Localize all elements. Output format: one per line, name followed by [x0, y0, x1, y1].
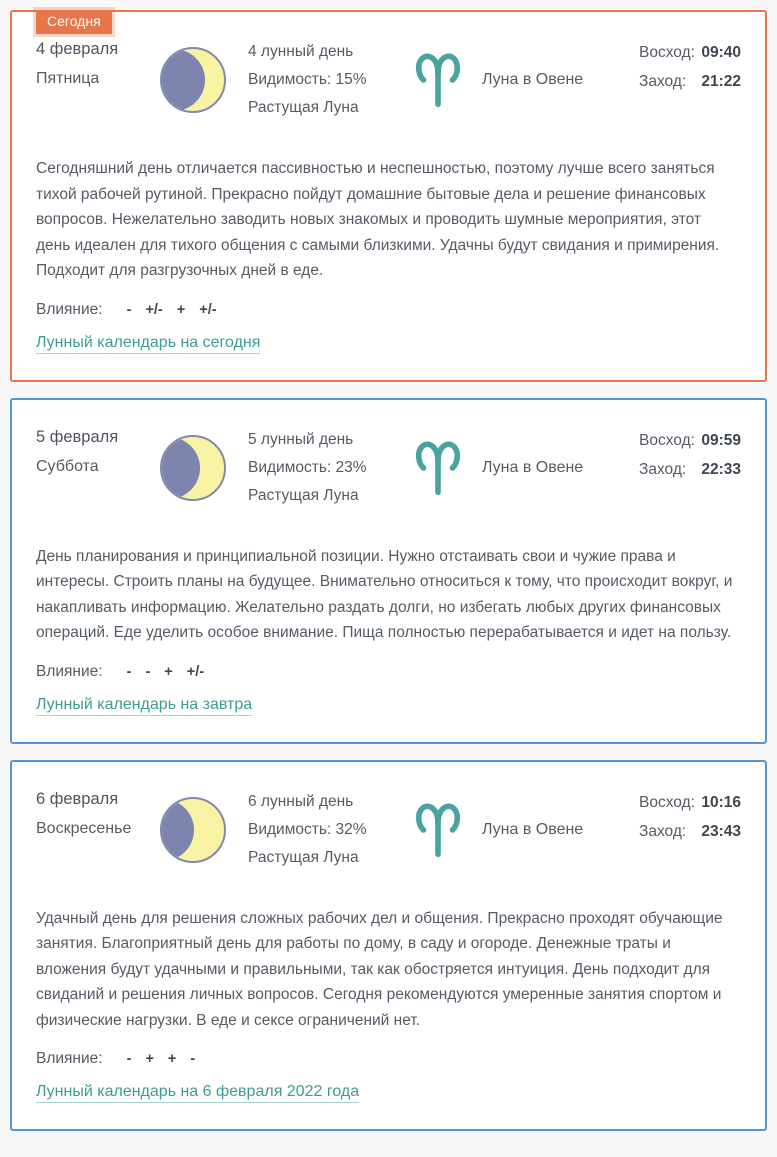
zodiac-label: Луна в Овене	[482, 71, 584, 88]
lunar-calendar-link[interactable]: Лунный календарь на 6 февраля 2022 года	[36, 1083, 359, 1103]
lunar-calendar-link[interactable]: Лунный календарь на завтра	[36, 696, 252, 716]
aries-icon	[410, 799, 466, 861]
visibility-label: Видимость: 23%	[248, 458, 367, 476]
card-header	[36, 788, 741, 872]
zodiac-label: Луна в Овене	[482, 458, 584, 476]
moonrise-label: Восход:	[639, 44, 695, 61]
influence-symbol: -	[126, 663, 132, 680]
date-label: 4 февраля	[36, 40, 119, 58]
influence-row	[36, 663, 741, 681]
day-description: Удачный день для решения сложных рабочих дел и общения. Прекрасно проходят обучающие занятия. Благоприятный день для работы по дому, в саду и огороде. Денежные траты и вложения будут удачными и правильными, так как обостряется интуиция. День подходит для свиданий и решения личных вопросов. Сегодня рекомендуются умеренные занятия спортом и физические нагрузки. В еде и сексе ограничений нет.	[36, 909, 723, 1029]
influence-symbol: -	[126, 301, 132, 318]
moonrise-time: 09:59	[701, 431, 741, 449]
influence-symbol: +/-	[145, 301, 163, 318]
moonset-time: 21:22	[701, 73, 741, 90]
card-header	[36, 426, 741, 510]
moon-shadow-disc	[160, 437, 200, 499]
influence-symbols	[127, 664, 204, 680]
date-label: 6 февраля	[36, 789, 119, 808]
day-description: День планирования и принципиальной позиции. Нужно отстаивать свои и чужие права и интересы. Строить планы на будущее. Внимательно относиться к тому, что происходит вокруг, и накапливать информацию. Желательно раздать долги, но избегать любых других финансовых операций. Еде уделить особое внимание. Пища полностью перерабатывается и идет на пользу.	[36, 547, 733, 641]
lunar-calendar-link[interactable]: Лунный календарь на сегодня	[36, 334, 260, 354]
influence-symbol: +	[176, 301, 186, 318]
moonrise-label: Восход:	[639, 793, 695, 811]
moon-phase-icon	[160, 435, 226, 501]
date-label: 5 февраля	[36, 427, 119, 446]
influence-label: Влияние:	[36, 1050, 103, 1067]
influence-symbol: +	[145, 1051, 154, 1067]
moonrise-label: Восход:	[639, 431, 695, 449]
influence-symbol: +/-	[186, 663, 205, 680]
moon-info-block	[248, 426, 400, 510]
moon-phase-icon	[160, 797, 226, 863]
lunar-day-label: 4 лунный день	[248, 43, 354, 60]
today-badge: Сегодня	[36, 10, 112, 34]
day-card	[10, 10, 767, 382]
visibility-label: Видимость: 15%	[248, 71, 367, 88]
moonset-label: Заход:	[639, 822, 687, 840]
day-description: Сегодняшний день отличается пассивностью и неспешностью, поэтому лучше всего заняться тихой рабочей рутиной. Прекрасно пойдут домашние бытовые дела и решение финансовых вопросов. Нежелательно заводить новых знакомых и проводить шумные мероприятия, этот день идеален для тихого общения с самыми близкими. Удачны будут свидания и примирения. Подходит для разгрузочных дней в еде.	[36, 160, 720, 279]
moonset-time: 23:43	[701, 822, 741, 840]
moon-times-block	[639, 426, 741, 490]
moonset-label: Заход:	[639, 73, 687, 90]
aries-icon	[410, 49, 466, 111]
weekday-label: Суббота	[36, 457, 99, 475]
card-header	[36, 38, 741, 122]
day-card	[10, 398, 767, 744]
influence-symbol: +/-	[199, 301, 217, 318]
moon-info-block	[248, 38, 400, 122]
influence-row	[36, 1050, 741, 1068]
moon-times-block	[639, 38, 741, 102]
lunar-day-label: 5 лунный день	[248, 430, 354, 448]
influence-symbol: -	[190, 1051, 196, 1067]
influence-label: Влияние:	[36, 662, 103, 680]
weekday-label: Пятница	[36, 70, 100, 87]
moonset-time: 22:33	[701, 460, 741, 478]
influence-label: Влияние:	[36, 300, 103, 318]
phase-label: Растущая Луна	[248, 848, 359, 866]
moon-info-block	[248, 788, 400, 872]
visibility-label: Видимость: 32%	[248, 820, 367, 838]
moon-phase-icon	[160, 47, 226, 113]
influence-symbol: +	[167, 1051, 177, 1067]
zodiac-label: Луна в Овене	[482, 820, 584, 838]
date-block	[36, 426, 160, 476]
moonrise-time: 10:16	[701, 793, 741, 811]
moon-shadow-disc	[160, 799, 194, 861]
influence-symbol: -	[126, 1051, 132, 1067]
influence-symbols	[127, 1051, 196, 1067]
influence-symbol: -	[145, 663, 151, 680]
date-block	[36, 38, 160, 88]
phase-label: Растущая Луна	[248, 99, 359, 116]
lunar-day-label: 6 лунный день	[248, 792, 354, 810]
moonrise-time: 09:40	[701, 44, 741, 61]
day-card	[10, 760, 767, 1132]
moon-times-block	[639, 788, 741, 852]
phase-label: Растущая Луна	[248, 486, 359, 504]
moon-shadow-disc	[160, 49, 205, 111]
influence-row	[36, 301, 741, 319]
moonset-label: Заход:	[639, 460, 687, 478]
aries-icon	[410, 437, 466, 499]
weekday-label: Воскресенье	[36, 819, 132, 837]
influence-symbols	[127, 302, 217, 318]
date-block	[36, 788, 160, 838]
influence-symbol: +	[164, 663, 173, 680]
